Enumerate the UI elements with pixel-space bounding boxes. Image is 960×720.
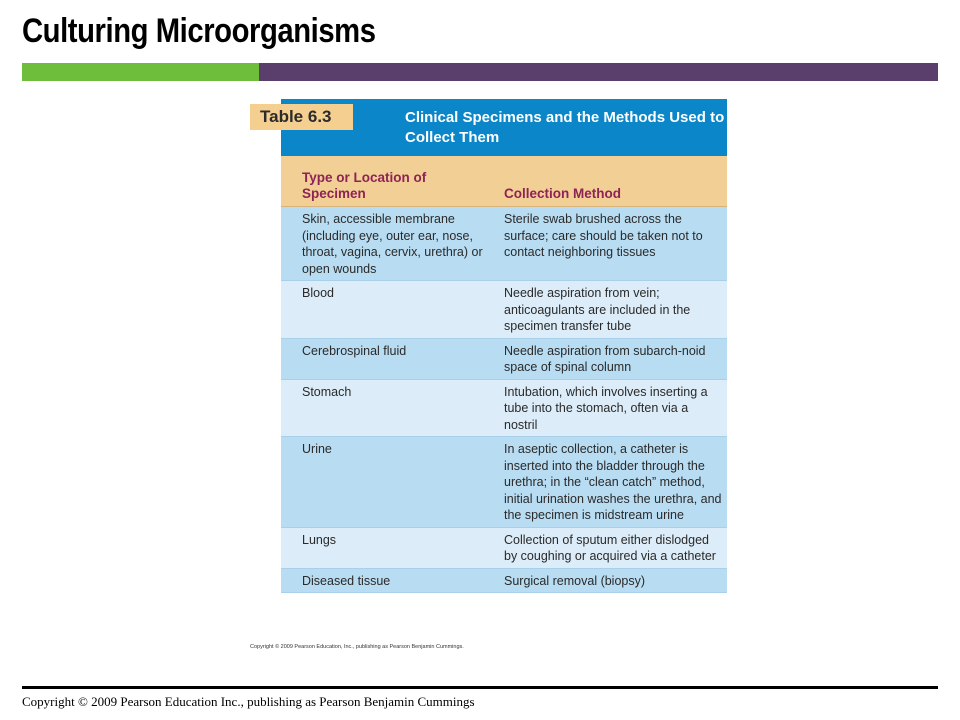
specimen-cell: Skin, accessible membrane (including eye, outer ear, nose, throat, vagina, cervix, urethra) or open wounds xyxy=(281,207,492,281)
table-header-row xyxy=(281,156,727,207)
table-number-tag: Table 6.3 xyxy=(250,104,353,130)
table-row xyxy=(281,527,727,568)
table-row xyxy=(281,568,727,593)
title-underline-bar xyxy=(22,63,938,81)
page-title: Culturing Microorganisms xyxy=(22,12,376,50)
footer-divider xyxy=(22,686,938,689)
method-cell: Needle aspiration from vein; anticoagulants are included in the specimen transfer tube xyxy=(492,281,727,339)
column-header-specimen: Type or Location of Specimen xyxy=(281,156,492,207)
method-cell: Sterile swab brushed across the surface; care should be taken not to contact neighboring tissues xyxy=(492,207,727,281)
table-caption: Clinical Specimens and the Methods Used to Collect Them xyxy=(405,109,725,146)
method-cell: Surgical removal (biopsy) xyxy=(492,568,727,593)
specimen-table xyxy=(281,156,727,593)
specimen-cell: Lungs xyxy=(281,527,492,568)
table-row xyxy=(281,437,727,528)
specimen-cell: Diseased tissue xyxy=(281,568,492,593)
table-copyright-note: Copyright © 2009 Pearson Education, Inc., publishing as Pearson Benjamin Cummings. xyxy=(250,644,464,650)
specimen-cell: Urine xyxy=(281,437,492,528)
table-row xyxy=(281,338,727,379)
method-cell: Needle aspiration from subarch-noid space of spinal column xyxy=(492,338,727,379)
specimen-cell: Stomach xyxy=(281,379,492,437)
table-row xyxy=(281,207,727,281)
specimen-cell: Blood xyxy=(281,281,492,339)
title-bar-purple-segment xyxy=(259,63,938,81)
footer-copyright: Copyright © 2009 Pearson Education Inc., publishing as Pearson Benjamin Cummings xyxy=(22,694,475,709)
method-cell: In aseptic collection, a catheter is inserted into the bladder through the urethra; in the “clean catch” method, initial urination washes the urethra, and the specimen is midstream urine xyxy=(492,437,727,528)
table-row xyxy=(281,379,727,437)
table-row xyxy=(281,281,727,339)
specimen-cell: Cerebrospinal fluid xyxy=(281,338,492,379)
method-cell: Collection of sputum either dislodged by coughing or acquired via a catheter xyxy=(492,527,727,568)
title-bar-green-segment xyxy=(22,63,259,81)
column-header-method: Collection Method xyxy=(492,156,727,207)
method-cell: Intubation, which involves inserting a tube into the stomach, often via a nostril xyxy=(492,379,727,437)
